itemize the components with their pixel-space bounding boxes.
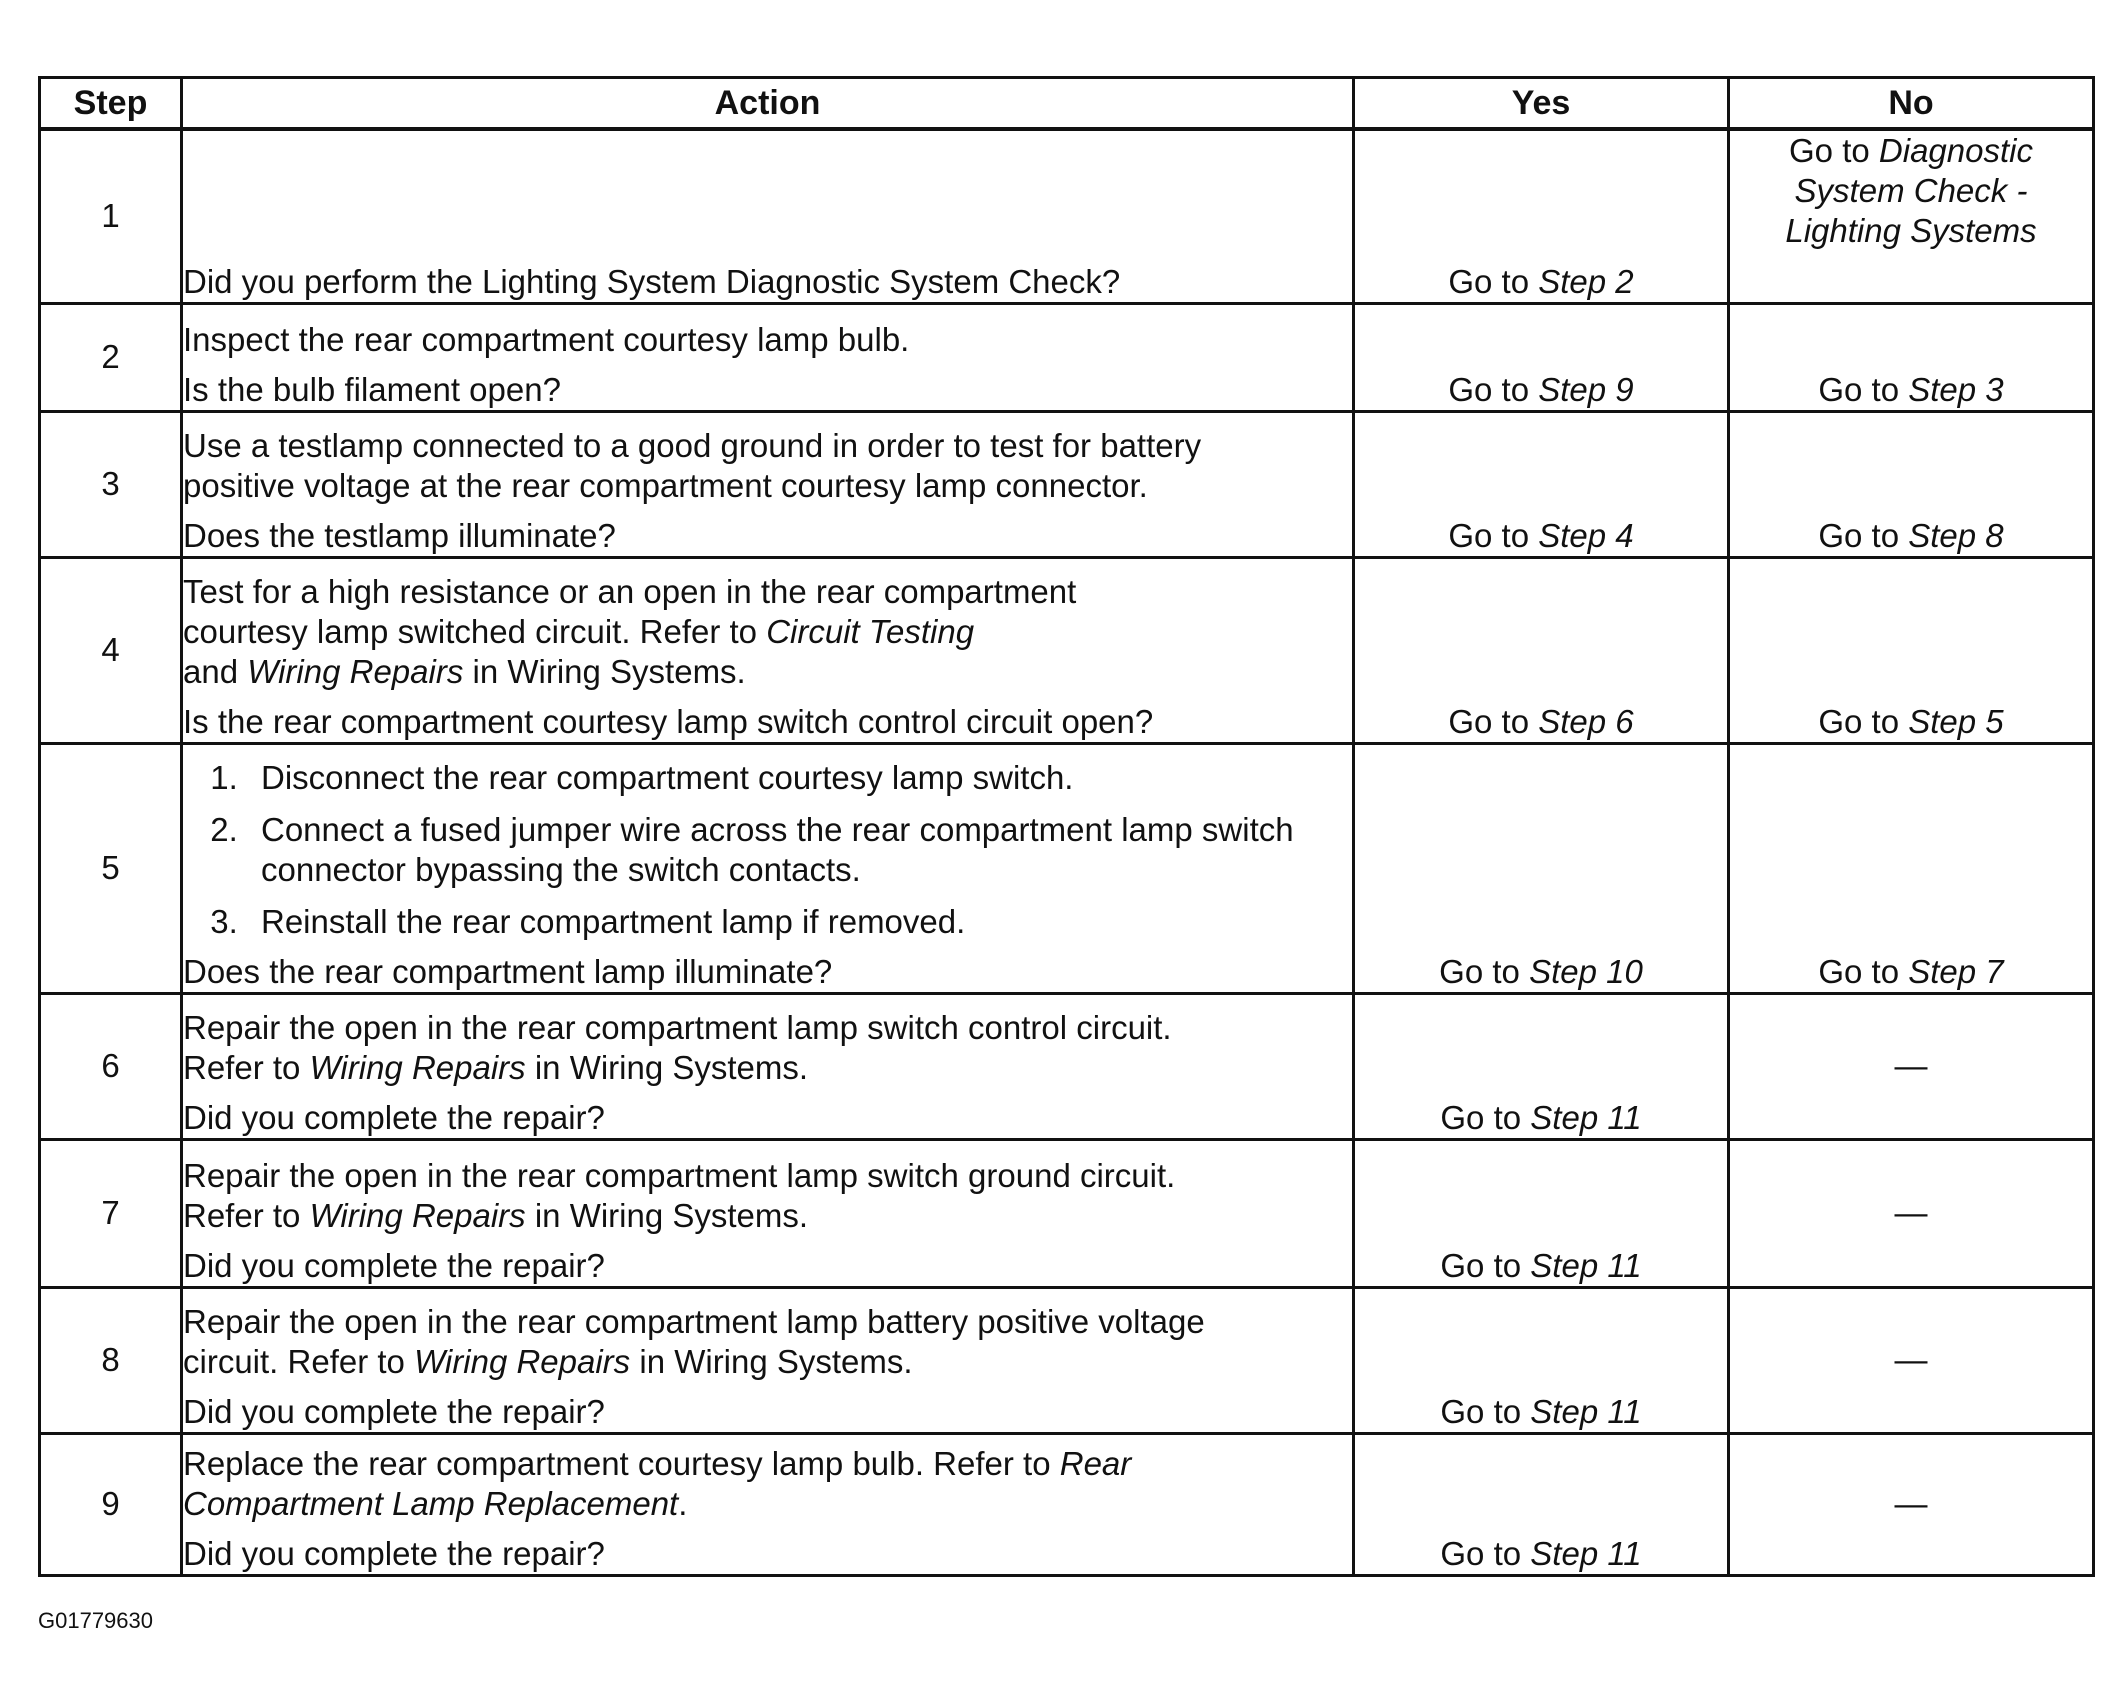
- action-question: Did you complete the repair?: [183, 1098, 605, 1136]
- yes-text: Go to: [1440, 1534, 1531, 1572]
- action-text: Test for a high resistance or an open in the rear compartment: [183, 572, 1077, 610]
- no-text: Go to: [1818, 952, 1909, 990]
- action-ref: Rear: [1059, 1444, 1132, 1482]
- step-number: 6: [40, 993, 182, 1139]
- action-line: [183, 320, 1352, 360]
- action-line: [183, 1196, 1352, 1236]
- yes-cell: [1354, 1433, 1729, 1575]
- action-step-item: 3. Reinstall the rear compartment lamp if removed.: [247, 902, 1352, 942]
- yes-cell: [1354, 557, 1729, 743]
- yes-text: Go to: [1440, 1392, 1531, 1430]
- header-yes: Yes: [1354, 78, 1729, 130]
- action-question: Is the bulb filament open?: [183, 370, 561, 408]
- no-text: Go to: [1818, 516, 1909, 554]
- no-text: Go to: [1818, 370, 1909, 408]
- action-cell: [182, 411, 1354, 557]
- action-text: Did you perform the Lighting System Diagnostic System Check?: [183, 262, 1121, 300]
- yes-ref: Step 10: [1529, 952, 1643, 990]
- no-ref: Step 8: [1908, 516, 2004, 554]
- action-line: [183, 1342, 1352, 1382]
- yes-text: Go to: [1448, 702, 1539, 740]
- action-ref: Wiring Repairs: [309, 1196, 526, 1234]
- action-line: [183, 612, 1352, 652]
- no-cell: [1729, 303, 2094, 411]
- yes-cell: [1354, 993, 1729, 1139]
- yes-text: Go to: [1440, 1246, 1531, 1284]
- action-text: Inspect the rear compartment courtesy lamp bulb.: [183, 320, 910, 358]
- action-line: [183, 572, 1352, 612]
- yes-text: Go to: [1440, 1098, 1531, 1136]
- yes-text: Go to: [1448, 370, 1539, 408]
- yes-ref: Step 11: [1530, 1098, 1642, 1136]
- action-line: [183, 1484, 1352, 1524]
- header-row: [40, 78, 2094, 130]
- action-text: Repair the open in the rear compartment lamp switch ground circuit.: [183, 1156, 1176, 1194]
- action-text: circuit. Refer to: [183, 1342, 415, 1380]
- header-action: Action: [182, 78, 1354, 130]
- action-text: Refer to: [183, 1196, 310, 1234]
- step-number: 9: [40, 1433, 182, 1575]
- step-number: 3: [40, 411, 182, 557]
- action-question: Did you complete the repair?: [183, 1534, 605, 1572]
- action-line: [183, 426, 1352, 466]
- no-cell: —: [1729, 1287, 2094, 1433]
- yes-cell: [1354, 303, 1729, 411]
- no-cell: —: [1729, 1433, 2094, 1575]
- action-text: .: [678, 1484, 688, 1522]
- action-ref: Compartment Lamp Replacement: [183, 1484, 679, 1522]
- action-cell: [182, 993, 1354, 1139]
- figure-id: G01779630: [38, 1608, 153, 1633]
- no-cell: —: [1729, 1139, 2094, 1287]
- action-text: in Wiring Systems.: [525, 1196, 809, 1234]
- action-question: Is the rear compartment courtesy lamp switch control circuit open?: [183, 702, 1154, 740]
- action-line: [183, 1156, 1352, 1196]
- action-line: [183, 1302, 1352, 1342]
- no-cell: [1729, 129, 2094, 303]
- table-body: [40, 129, 2094, 1575]
- action-line: [183, 652, 1352, 692]
- action-step-item: 1. Disconnect the rear compartment courtesy lamp switch.: [247, 758, 1352, 798]
- step-number: 2: [40, 303, 182, 411]
- action-text: Repair the open in the rear compartment lamp switch control circuit.: [183, 1008, 1172, 1046]
- no-line: [1730, 171, 2092, 211]
- no-line: [1730, 211, 2092, 251]
- table-row: [40, 1139, 2094, 1287]
- no-ref: Step 3: [1908, 370, 2004, 408]
- step-number: 4: [40, 557, 182, 743]
- yes-cell: [1354, 743, 1729, 993]
- yes-cell: [1354, 1139, 1729, 1287]
- yes-ref: Step 6: [1538, 702, 1634, 740]
- step-number: 1: [40, 129, 182, 303]
- no-cell: [1729, 411, 2094, 557]
- action-cell: [182, 557, 1354, 743]
- action-cell: [182, 303, 1354, 411]
- action-step-item: 2. Connect a fused jumper wire across the rear compartment lamp switch connector bypassing the switch contacts.: [247, 810, 1352, 890]
- action-ref: Wiring Repairs: [247, 652, 464, 690]
- table-row: [40, 743, 2094, 993]
- action-text: courtesy lamp switched circuit. Refer to: [183, 612, 767, 650]
- action-text: Use a testlamp connected to a good ground in order to test for battery: [183, 426, 1202, 464]
- action-text: in Wiring Systems.: [463, 652, 746, 690]
- action-question: Does the rear compartment lamp illuminate?: [183, 952, 833, 990]
- yes-text: Go to: [1448, 516, 1539, 554]
- no-ref: Lighting Systems: [1785, 212, 2037, 249]
- no-cell: [1729, 743, 2094, 993]
- action-cell: [182, 1139, 1354, 1287]
- table-row: [40, 303, 2094, 411]
- no-text: Go to: [1789, 132, 1879, 169]
- no-ref: Step 5: [1908, 702, 2004, 740]
- table-row: [40, 411, 2094, 557]
- action-cell: [182, 743, 1354, 993]
- header-no: No: [1729, 78, 2094, 130]
- action-text: in Wiring Systems.: [630, 1342, 913, 1380]
- table-row: [40, 1433, 2094, 1575]
- header-step: Step: [40, 78, 182, 130]
- action-line: [183, 262, 1352, 302]
- no-cell: —: [1729, 993, 2094, 1139]
- yes-text: Go to: [1448, 262, 1539, 300]
- no-ref: Step 7: [1908, 952, 2004, 990]
- action-line: [183, 1048, 1352, 1088]
- step-number: 8: [40, 1287, 182, 1433]
- action-text: Replace the rear compartment courtesy lamp bulb. Refer to: [183, 1444, 1060, 1482]
- no-ref: Diagnostic: [1878, 132, 2033, 169]
- action-text: in Wiring Systems.: [525, 1048, 809, 1086]
- action-text: positive voltage at the rear compartment courtesy lamp connector.: [183, 466, 1148, 504]
- action-cell: [182, 129, 1354, 303]
- no-cell: [1729, 557, 2094, 743]
- action-text: Repair the open in the rear compartment lamp battery positive voltage: [183, 1302, 1205, 1340]
- action-text: Refer to: [183, 1048, 310, 1086]
- yes-ref: Step 11: [1530, 1392, 1642, 1430]
- action-ref: Wiring Repairs: [309, 1048, 526, 1086]
- no-text: Go to: [1818, 702, 1909, 740]
- action-cell: [182, 1433, 1354, 1575]
- action-question: Did you complete the repair?: [183, 1246, 605, 1284]
- action-ref: Wiring Repairs: [414, 1342, 631, 1380]
- action-line: [183, 1008, 1352, 1048]
- no-line: [1730, 131, 2092, 171]
- action-ref: Circuit Testing: [766, 612, 975, 650]
- action-cell: [182, 1287, 1354, 1433]
- yes-text: Go to: [1439, 952, 1530, 990]
- step-number: 5: [40, 743, 182, 993]
- table-row: [40, 993, 2094, 1139]
- action-line: [183, 466, 1352, 506]
- yes-ref: Step 11: [1530, 1246, 1642, 1284]
- action-question: Does the testlamp illuminate?: [183, 516, 616, 554]
- table-row: [40, 1287, 2094, 1433]
- action-question: Did you complete the repair?: [183, 1392, 605, 1430]
- yes-ref: Step 2: [1538, 262, 1634, 300]
- action-line: [183, 1444, 1352, 1484]
- no-ref: System Check -: [1794, 172, 2028, 209]
- yes-cell: [1354, 1287, 1729, 1433]
- yes-ref: Step 11: [1530, 1534, 1642, 1572]
- yes-cell: [1354, 129, 1729, 303]
- yes-ref: Step 4: [1538, 516, 1634, 554]
- diagnostic-table: [38, 76, 2095, 1577]
- yes-ref: Step 9: [1538, 370, 1634, 408]
- yes-cell: [1354, 411, 1729, 557]
- action-text: and: [183, 652, 248, 690]
- table-row: [40, 557, 2094, 743]
- step-number: 7: [40, 1139, 182, 1287]
- table-row: [40, 129, 2094, 303]
- action-steps-list: [183, 758, 1352, 942]
